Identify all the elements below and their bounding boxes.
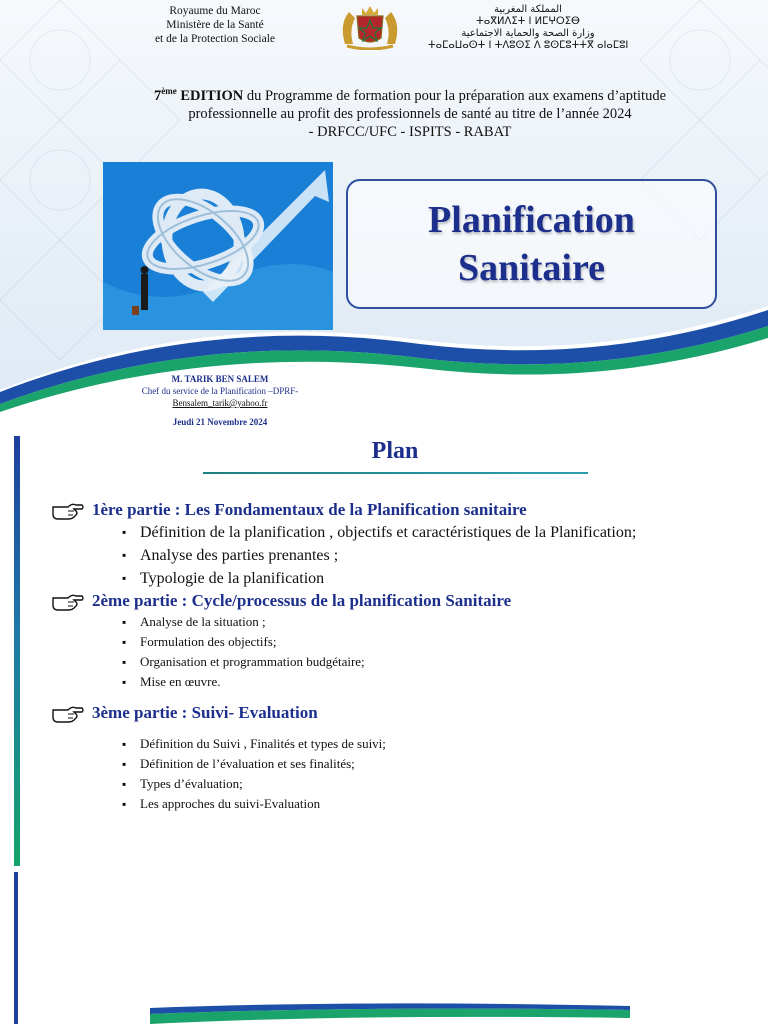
pointing-hand-icon xyxy=(50,702,84,724)
author-email-link[interactable]: Bensalem_tarik@yahoo.fr xyxy=(172,398,268,408)
left-accent-bar-lower xyxy=(14,872,18,1024)
section-2-title: 2ème partie : Cycle/processus de la planification Sanitaire xyxy=(92,591,512,610)
section-3-title: 3ème partie : Suivi- Evaluation xyxy=(92,703,318,722)
kingdom-label-tifinagh: ⵜⴰⴳⵍⴷⵉⵜ ⵏ ⵍⵎⵖⵔⵉⴱ xyxy=(476,16,580,27)
cover-slide xyxy=(0,0,768,432)
edition-organizers: - DRFCC/UFC - ISPITS - RABAT xyxy=(308,123,512,140)
section-1-title: 1ère partie : Les Fondamentaux de la Planification sanitaire xyxy=(92,500,527,519)
title-underline xyxy=(203,472,588,474)
presentation-title-box xyxy=(346,179,717,309)
ministry-label: Ministère de la Santé xyxy=(166,19,264,31)
list-item: ▪ Définition du Suivi , Finalités et types de suivi; xyxy=(120,734,386,754)
edition-number: 7 xyxy=(153,87,162,104)
kingdom-label: Royaume du Maroc xyxy=(169,5,261,17)
left-accent-bar xyxy=(14,436,20,866)
plan-title: Plan xyxy=(371,438,419,464)
list-item: ▪ Formulation des objectifs; xyxy=(120,632,365,652)
list-item: ▪ Analyse des parties prenantes ; xyxy=(120,544,636,567)
ministry-label-tifinagh: ⵜⴰⵎⴰⵡⴰⵙⵜ ⵏ ⵜⴷⵓⵙⵉ ⴷ ⵓⵙⵎⵓⵜⵜⴳ ⴰⵏⴰⵎⵓⵏ xyxy=(428,40,629,51)
author-block xyxy=(110,373,330,428)
list-item: ▪ Analyse de la situation ; xyxy=(120,612,365,632)
ministry-label-ar: وزارة الصحة والحماية الاجتماعية xyxy=(461,28,595,39)
section-3-heading xyxy=(50,701,318,725)
section-3-list xyxy=(120,734,386,814)
pointing-hand-icon xyxy=(50,499,84,521)
author-role: Chef du service de la Planification –DPRF- xyxy=(141,386,299,396)
section-2-heading xyxy=(50,589,511,613)
ministry-header-ar xyxy=(428,4,628,52)
ministry-label-2: et de la Protection Sociale xyxy=(154,33,276,45)
list-item: ▪ Types d’évaluation; xyxy=(120,774,386,794)
list-item: ▪ Mise en œuvre. xyxy=(120,672,365,692)
edition-superscript: ème xyxy=(161,86,177,96)
footer-wave xyxy=(150,994,630,1024)
edition-description: du Programme de formation pour la préparation aux examens d’aptitude professionnelle au profit des professionnels de santé au titre de l’année 2024 xyxy=(188,87,666,122)
edition-text xyxy=(110,82,710,141)
presentation-date: Jeudi 21 Novembre 2024 xyxy=(172,417,268,427)
list-item: ▪ Définition de la planification , objectifs et caractéristiques de la Planification; xyxy=(120,521,636,544)
title-line-1: Planification xyxy=(428,199,635,241)
list-item: ▪ Typologie de la planification xyxy=(120,567,636,590)
list-item: ▪ Les approches du suivi-Evaluation xyxy=(120,794,386,814)
edition-bold: EDITION xyxy=(180,87,244,104)
section-2-list xyxy=(120,612,365,692)
plan-slide xyxy=(0,432,768,1024)
pointing-hand-icon xyxy=(50,590,84,612)
moroccan-coat-of-arms-icon xyxy=(335,4,405,50)
list-item: ▪ Organisation et programmation budgétaire; xyxy=(120,652,365,672)
section-1-list xyxy=(120,521,636,590)
author-name: M. TARIK BEN SALEM xyxy=(171,374,269,384)
list-item: ▪ Définition de l’évaluation et ses finalités; xyxy=(120,754,386,774)
section-1-heading xyxy=(50,498,527,522)
kingdom-label-ar: المملكة المغربية xyxy=(494,4,562,15)
ministry-header-fr xyxy=(110,4,320,46)
title-line-2: Sanitaire xyxy=(457,247,606,289)
